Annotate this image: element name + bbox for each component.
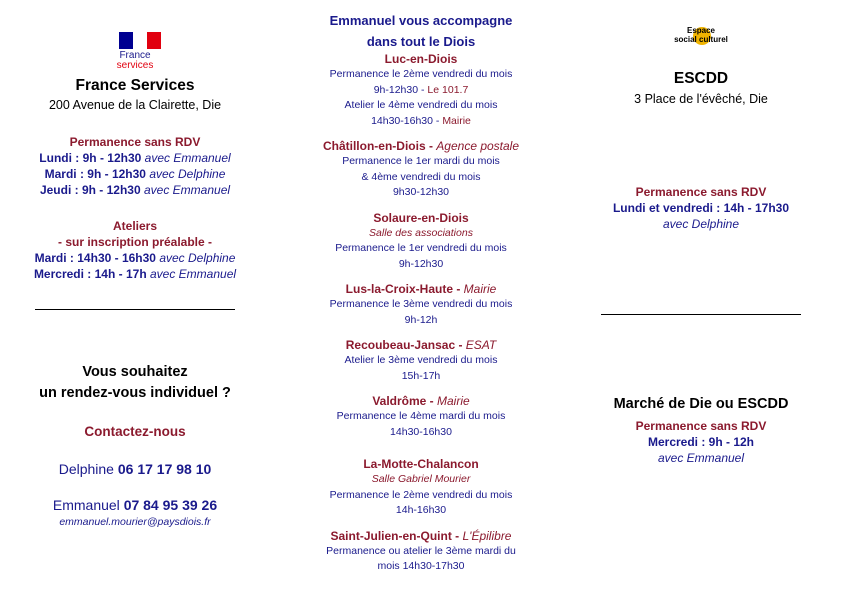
place-town: La-Motte-Chalancon xyxy=(363,457,479,471)
place-line: Permanence le 1er vendredi du mois xyxy=(335,242,507,254)
place-town: Saint-Julien-en-Quint - L'Épilibre xyxy=(330,528,512,543)
place-town: Luc-en-Diois xyxy=(384,52,458,66)
ateliers-title: Ateliers xyxy=(112,219,158,233)
diois-title-line1: Emmanuel vous accompagne xyxy=(329,13,513,28)
place-line: 9h-12h xyxy=(404,313,438,326)
atelier-row: Mardi : 14h30 - 16h30 avec Delphine xyxy=(34,251,236,265)
divider xyxy=(35,309,235,310)
place-line: Permanence le 2ème vendredi du mois xyxy=(329,68,513,80)
place-line: Permanence le 2ème vendredi du mois xyxy=(329,488,513,501)
place-block xyxy=(300,211,542,273)
place-line: 9h-12h30 xyxy=(398,257,444,270)
france-services-address: 200 Avenue de la Clairette, Die xyxy=(48,98,222,112)
diois-column xyxy=(300,10,542,575)
permanence-row: Lundi : 9h - 12h30 avec Emmanuel xyxy=(39,151,231,165)
market-who: avec Emmanuel xyxy=(657,451,745,465)
diois-title-line2: dans tout le Diois xyxy=(366,34,476,49)
flag-icon xyxy=(119,32,161,49)
permanence-row: Mardi : 9h - 12h30 avec Delphine xyxy=(44,167,226,181)
rdv-question-line1: Vous souhaitez xyxy=(82,364,188,380)
place-line: 14h30-16h30 - Mairie xyxy=(371,114,471,127)
place-town: Lus-la-Croix-Haute - Mairie xyxy=(345,282,497,296)
escdd-column xyxy=(592,25,810,466)
place-line: Permanence le 1er mardi du mois xyxy=(342,155,500,167)
place-block xyxy=(300,52,542,129)
place-block xyxy=(300,457,542,519)
atelier-row: Mercredi : 14h - 17h avec Emmanuel xyxy=(33,267,237,281)
contact-delphine: Delphine 06 17 17 98 10 xyxy=(58,461,212,477)
permanence-row: Jeudi : 9h - 12h30 avec Emmanuel xyxy=(39,183,231,197)
escdd-logo: Espace social culturel xyxy=(674,26,728,44)
place-line: 14h30-16h30 xyxy=(390,425,452,438)
place-town: Châtillon-en-Diois - Agence postale xyxy=(322,139,520,153)
france-services-title: France Services xyxy=(75,77,195,94)
place-town: Solaure-en-Diois xyxy=(373,210,469,225)
place-venue: Salle Gabriel Mourier xyxy=(371,473,471,485)
logo-text-services: services xyxy=(116,60,154,71)
escdd-permanence-days: Lundi et vendredi : 14h - 17h30 xyxy=(612,201,790,215)
place-line: 14h-16h30 xyxy=(395,504,447,516)
market-permanence-title: Permanence sans RDV xyxy=(635,419,767,433)
contact-title: Contactez-nous xyxy=(84,424,186,439)
place-line: 9h30-12h30 xyxy=(392,186,450,198)
place-line: & 4ème vendredi du mois xyxy=(361,170,481,183)
escdd-permanence-who: avec Delphine xyxy=(662,217,740,231)
permanence-title: Permanence sans RDV xyxy=(69,135,201,149)
divider xyxy=(601,314,801,315)
escdd-address: 3 Place de l'évêché, Die xyxy=(634,92,768,106)
rdv-question-line2: un rendez-vous individuel ? xyxy=(39,385,231,401)
ateliers-subtitle: - sur inscription préalable - xyxy=(57,235,213,249)
place-line: Permanence le 4ème mardi du mois xyxy=(336,410,506,422)
place-block xyxy=(300,394,542,440)
logo-text-france: France xyxy=(119,50,151,61)
france-services-logo xyxy=(105,30,165,80)
place-block xyxy=(300,139,542,201)
france-services-column xyxy=(20,30,250,528)
place-line: Permanence ou atelier le 3ème mardi du xyxy=(326,544,516,557)
place-town: Valdrôme - Mairie xyxy=(372,394,470,408)
contact-email[interactable]: emmanuel.mourier@paysdiois.fr xyxy=(59,516,211,528)
escdd-title: ESCDD xyxy=(673,70,729,87)
place-venue: Salle des associations xyxy=(369,226,473,239)
escdd-permanence-title: Permanence sans RDV xyxy=(635,185,767,199)
contact-emmanuel: Emmanuel 07 84 95 39 26 xyxy=(52,497,218,513)
place-line: mois 14h30-17h30 xyxy=(377,560,465,572)
place-line: Atelier le 3ème vendredi du mois xyxy=(344,354,498,366)
market-days: Mercredi : 9h - 12h xyxy=(647,435,755,449)
market-title: Marché de Die ou ESCDD xyxy=(613,396,789,412)
place-line: Permanence le 3ème vendredi du mois xyxy=(329,298,513,310)
place-line: Atelier le 4ème vendredi du mois xyxy=(344,99,498,111)
place-block xyxy=(300,529,542,575)
place-block xyxy=(300,282,542,328)
place-block xyxy=(300,338,542,384)
place-town: Recoubeau-Jansac - ESAT xyxy=(345,338,497,352)
place-line: 9h-12h30 - Le 101.7 xyxy=(373,83,469,96)
place-line: 15h-17h xyxy=(401,369,441,382)
